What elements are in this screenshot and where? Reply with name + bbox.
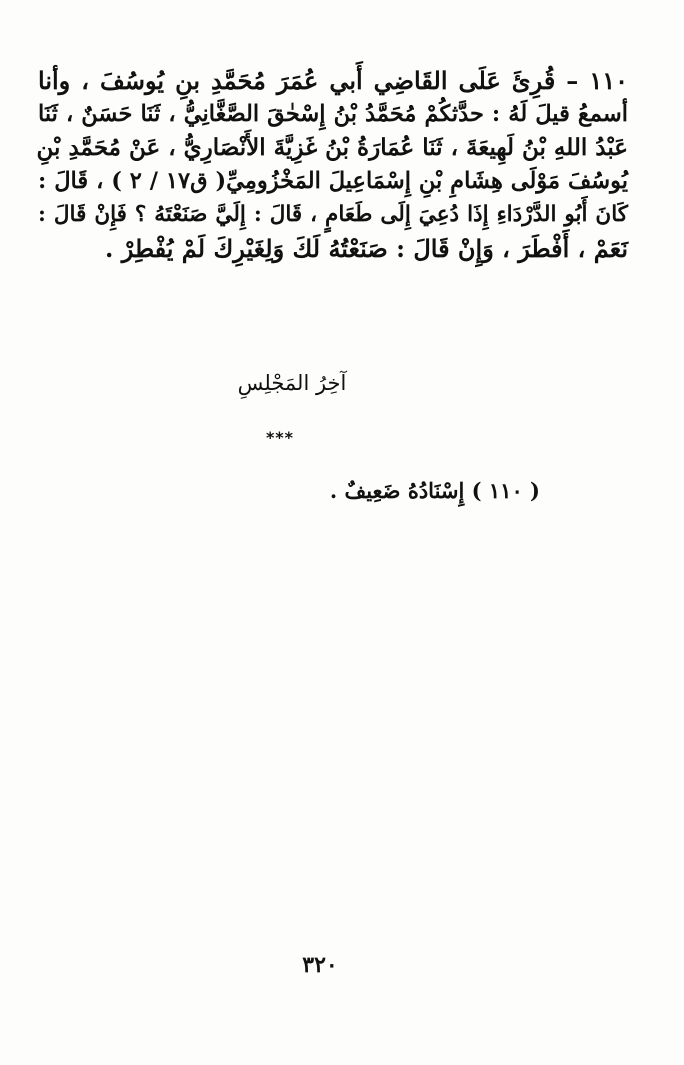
- text-line-5: كَانَ أَبُو الدَّرْدَاءِ إِذَا دُعِيَ إِلَى طَعَامٍ ، قَالَ : إِلَيَّ صَنَعْتَهُ ؟ فَإِنْ قَالَ :: [38, 202, 628, 227]
- text-line-6: نَعَمْ ، أَفْطَرَ ، وَإِنْ قَالَ : صَنَعْتُهُ لَكَ وَلِغَيْرِكَ لَمْ يُفْطِرْ .: [104, 233, 628, 263]
- session-end-heading: آخِرُ المَجْلِسِ: [237, 371, 347, 395]
- footnote: ( ١١٠ ) إِسْنَادُهُ ضَعِيفٌ .: [329, 478, 540, 503]
- text-line-3: عَبْدُ اللهِ بْنُ لَهِيعَةَ ، ثَنَا عُمَارَةُ بْنُ غَزِيَّةَ الأَنْصَارِيُّ ، عَنْ مُحَمَّدِ بْنِ: [36, 134, 628, 161]
- page-number: ٣٢٠: [302, 952, 338, 978]
- hadith-text: [38, 64, 628, 265]
- text-line-1: ١١٠ – قُرِئَ عَلَى القَاضِي أَبي عُمَرَ مُحَمَّدِ بنِ يُوسُفَ ، وأنا: [38, 66, 628, 95]
- text-line-4: يُوسُفَ مَوْلَى هِشَامِ بْنِ إِسْمَاعِيلَ المَخْزُومِيِّ( ق١٧ / ٢ ) ، قَالَ :: [38, 167, 628, 194]
- text-line-2: أسمعُ قيلَ لَهُ : حدَّثكُمْ مُحَمَّدُ بْنُ إِسْحٰقَ الصَّغَّانِيُّ ، ثَنَا حَسَنٌ ، ثَنَا: [38, 100, 628, 127]
- section-separator: ***: [265, 428, 295, 447]
